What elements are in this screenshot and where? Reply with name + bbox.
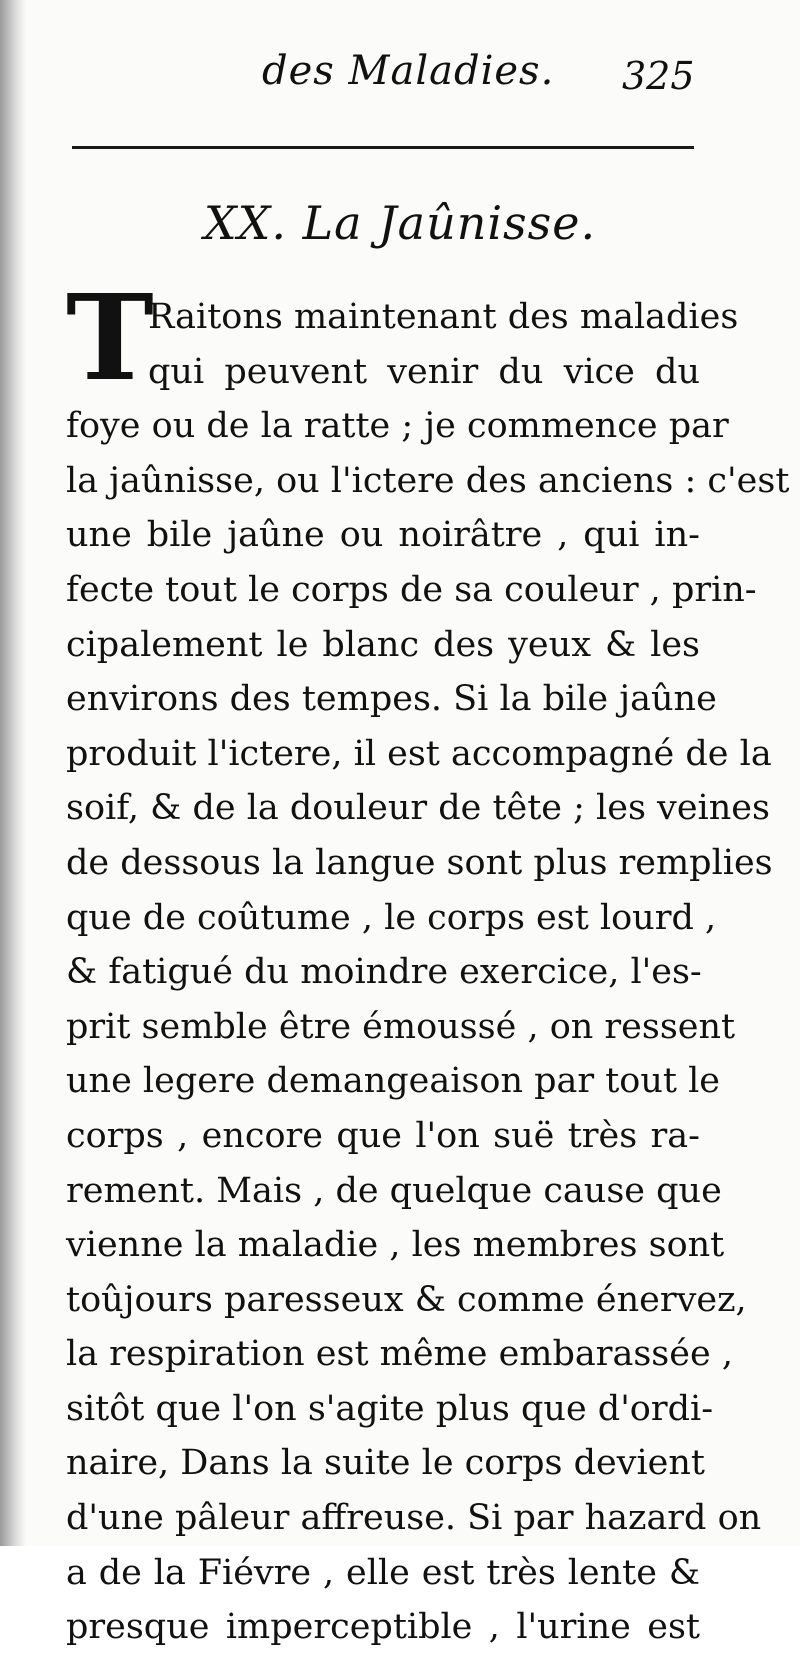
page-number: 325 (622, 54, 695, 98)
text-line: prit semble être émoussé , on ressent (66, 1006, 736, 1047)
text-line: sitôt que l'on s'agite plus que d'ordi- (66, 1388, 714, 1429)
text-line: corps , encore que l'on suë très ra- (66, 1115, 700, 1156)
text-line: environs des tempes. Si la bile jaûne (66, 679, 717, 720)
running-head-title: des Maladies. (262, 48, 555, 94)
text-line: la jaûnisse, ou l'ictere des anciens : c'est (66, 460, 790, 501)
text-line: soif, & de la douleur de tête ; les veines (66, 788, 770, 829)
text-line: que de coûtume , le corps est lourd , (66, 897, 717, 938)
text-line: la respiration est même embarassée , (66, 1334, 733, 1375)
body-text (66, 268, 790, 1655)
text-line: & fatigué du moindre exercice, l'es- (66, 952, 702, 993)
text-line: rement. Mais , de quelque cause que (66, 1170, 722, 1211)
text-line: naire, Dans la suite le corps devient (66, 1443, 705, 1484)
drop-cap: T (66, 268, 154, 407)
text-line: une legere demangeaison par tout le (66, 1061, 721, 1102)
text-line: presque imperceptible , l'urine est (66, 1607, 700, 1648)
section-title: XX. La Jaûnisse. (203, 196, 597, 250)
text-line: foye ou de la ratte ; je commence par (66, 406, 729, 447)
text-line: qui peuvent venir du vice du (148, 351, 700, 392)
text-line: toûjours paresseux & comme énervez, (66, 1279, 747, 1320)
text-line: Raitons maintenant des maladies (148, 297, 739, 337)
running-head (0, 48, 800, 108)
text-line: fecte tout le corps de sa couleur , prin- (66, 569, 757, 610)
text-line: a de la Fiévre , elle est très lente & (66, 1552, 700, 1593)
text-line: d'une pâleur affreuse. Si par hazard on (66, 1498, 762, 1539)
text-line: cipalement le blanc des yeux & les (66, 624, 700, 665)
text-line: de dessous la langue sont plus remplies (66, 842, 773, 883)
text-line: une bile jaûne ou noirâtre , qui in- (66, 515, 700, 556)
text-line: produit l'ictere, il est accompagné de la (66, 733, 772, 774)
header-rule (72, 146, 694, 149)
text-line: vienne la maladie , les membres sont (66, 1225, 725, 1266)
